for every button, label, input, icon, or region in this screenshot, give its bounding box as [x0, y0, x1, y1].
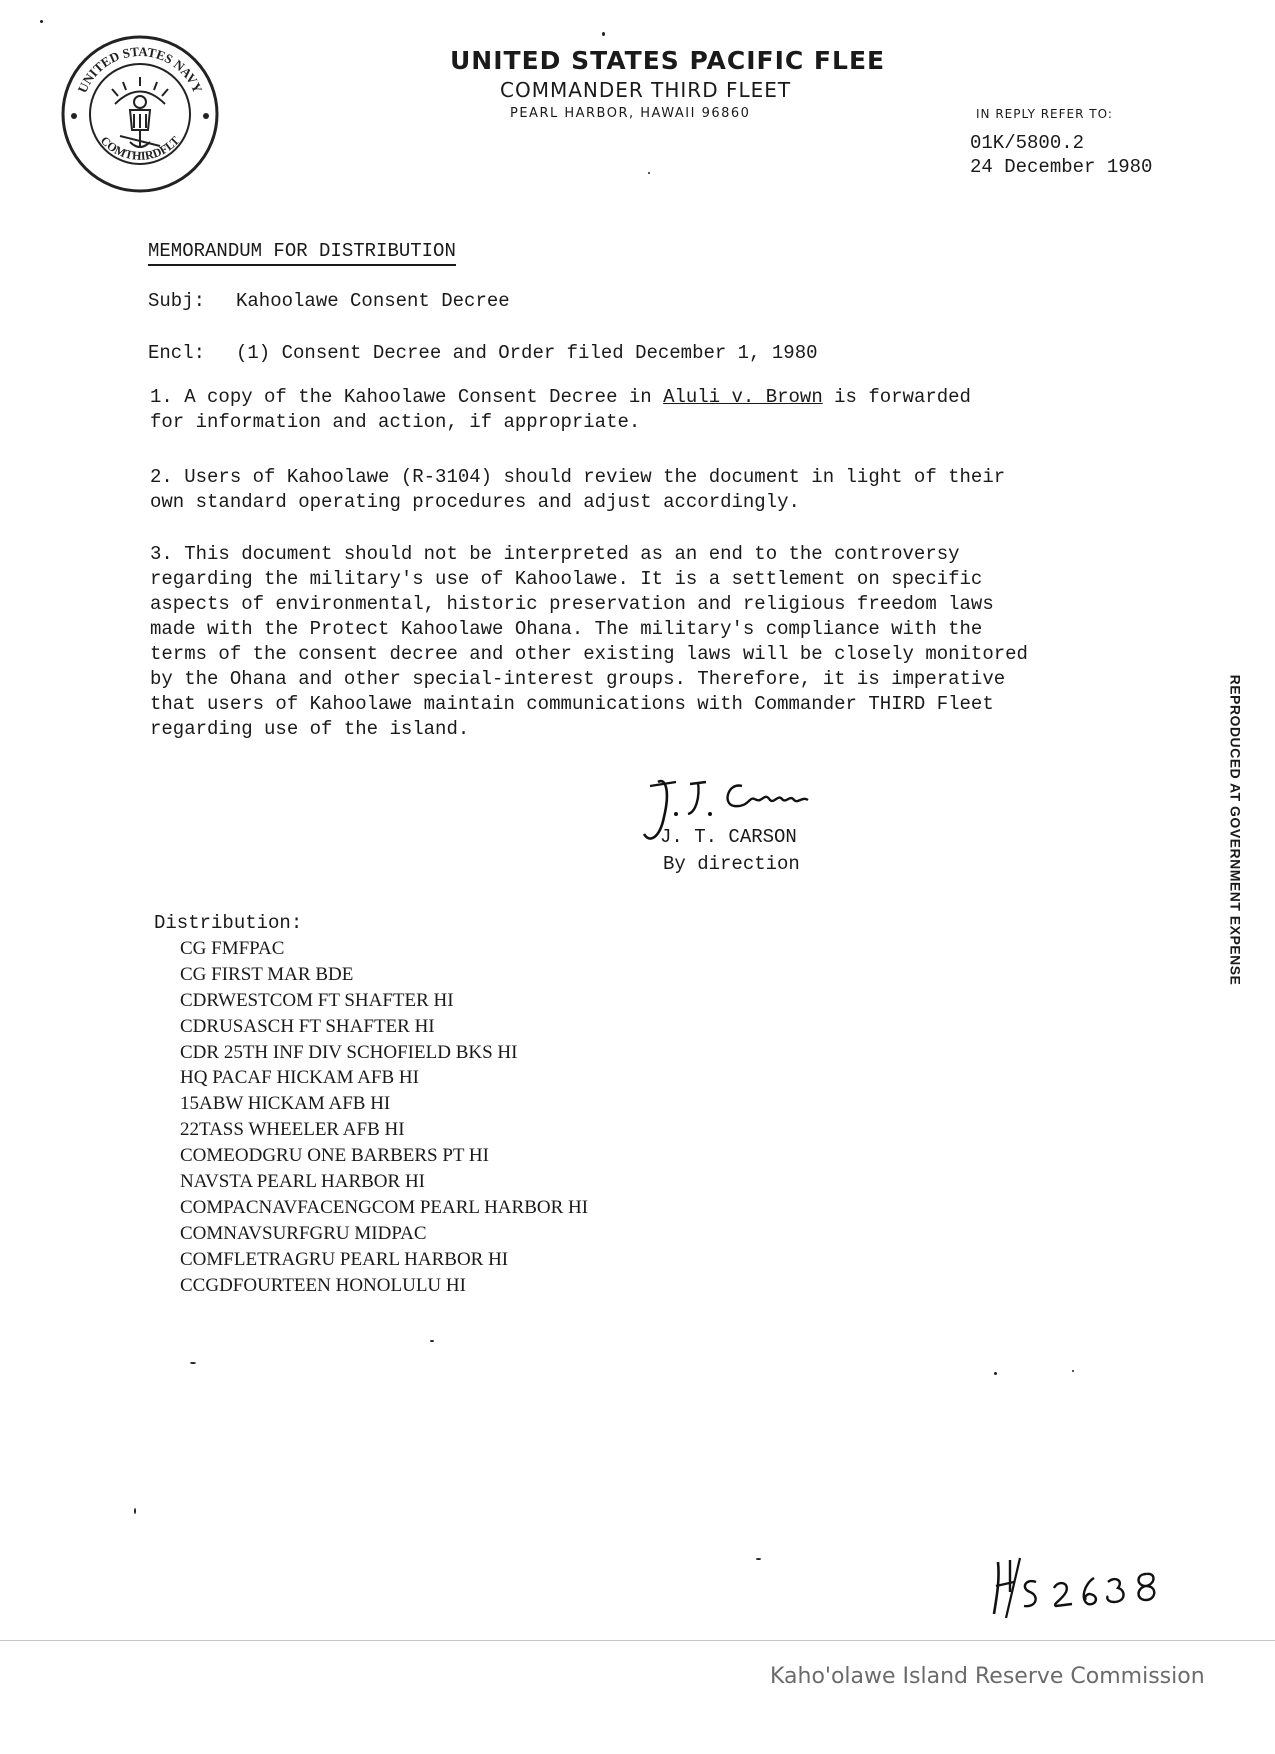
navy-seal-icon: [60, 34, 220, 194]
memo-heading: MEMORANDUM FOR DISTRIBUTION: [148, 240, 456, 266]
distribution-item: CDR 25TH INF DIV SCHOFIELD BKS HI: [180, 1041, 518, 1063]
case-name: Aluli v. Brown: [663, 386, 823, 408]
distribution-item: 15ABW HICKAM AFB HI: [180, 1093, 391, 1115]
distribution-item: NAVSTA PEARL HARBOR HI: [180, 1171, 425, 1193]
footer-credit: Kaho'olawe Island Reserve Commission: [770, 1664, 1205, 1689]
reproduction-stamp: [1215, 630, 1255, 1030]
paragraph-2: 2. Users of Kahoolawe (R-3104) should review the document in light of their own standard operating procedures and adjust accordingly.: [150, 466, 1006, 513]
enclosure-line: [148, 342, 818, 364]
reply-refer-label: IN REPLY REFER TO:: [976, 107, 1113, 121]
distribution-item: COMPACNAVFACENGCOM PEARL HARBOR HI: [180, 1196, 589, 1218]
paragraph-1-tail: is forwarded for information and action, if appropriate.: [150, 386, 971, 433]
paragraph-1-lead: 1. A copy of the Kahoolawe Consent Decree in: [150, 386, 664, 408]
subject-line: [148, 290, 510, 312]
signer-direction: By direction: [663, 853, 800, 875]
subject-label: Subj:: [148, 290, 206, 312]
distribution-list: [180, 936, 588, 1298]
enclosure-label: Encl:: [148, 342, 206, 364]
scan-speck: [190, 1362, 196, 1364]
scan-speck: [430, 1340, 434, 1342]
distribution-item: CDRWESTCOM FT SHAFTER HI: [180, 989, 454, 1011]
distribution-heading: Distribution:: [154, 912, 303, 934]
eagle-icon: [112, 77, 168, 148]
enclosure-text: (1) Consent Decree and Order filed December 1, 1980: [236, 342, 818, 364]
serial-number: 01K/5800.2: [970, 132, 1085, 154]
paragraph-1: [150, 385, 1130, 435]
distribution-item: 22TASS WHEELER AFB HI: [180, 1119, 405, 1141]
subject-text: Kahoolawe Consent Decree: [236, 290, 510, 312]
scan-speck: [40, 20, 43, 23]
paragraph-3: 3. This document should not be interpreted as an end to the controversy regarding the military's use of Kahoolawe. It is a settlement on specific aspects of environmental, historic preservation and religious freedom laws made with the Protect Kahoolawe Ohana. The military's compliance with the terms of the consent decree and other existing laws will be closely monitored by the Ohana and other special-interest groups. Therefore, it is imperative that users of Kahoolawe maintain communications with Commander THIRD Fleet regarding use of the island.: [150, 543, 1028, 740]
reproduction-stamp-text: REPRODUCED AT GOVERNMENT EXPENSE: [1227, 674, 1244, 986]
scan-speck: [1072, 1370, 1074, 1372]
distribution-item: COMNAVSURFGRU MIDPAC: [180, 1222, 427, 1244]
distribution-item: COMEODGRU ONE BARBERS PT HI: [180, 1145, 489, 1167]
scan-speck: [134, 1508, 136, 1514]
scan-speck: [756, 1558, 761, 1560]
memo-date: 24 December 1980: [970, 156, 1153, 178]
handwritten-file-note: [990, 1552, 1170, 1622]
letterhead-address: PEARL HARBOR, HAWAII 96860: [510, 106, 751, 121]
distribution-item: HQ PACAF HICKAM AFB HI: [180, 1067, 419, 1089]
scan-speck: [648, 172, 650, 174]
seal-bottom-text: COMTHIRDFLT: [97, 133, 183, 163]
seal-top-text: UNITED STATES NAVY: [74, 43, 206, 96]
footer-divider: [0, 1640, 1275, 1641]
letterhead-title: UNITED STATES PACIFIC FLEE: [450, 46, 886, 75]
letterhead-command: COMMANDER THIRD FLEET: [500, 78, 792, 102]
distribution-item: CDRUSASCH FT SHAFTER HI: [180, 1015, 435, 1037]
signer-name: J. T. CARSON: [660, 826, 797, 848]
distribution-item: CCGDFOURTEEN HONOLULU HI: [180, 1274, 466, 1296]
scan-speck: [602, 32, 605, 36]
scan-speck: [994, 1372, 997, 1375]
distribution-item: CG FIRST MAR BDE: [180, 963, 354, 985]
distribution-item: CG FMFPAC: [180, 938, 285, 959]
distribution-item: COMFLETRAGRU PEARL HARBOR HI: [180, 1248, 509, 1270]
